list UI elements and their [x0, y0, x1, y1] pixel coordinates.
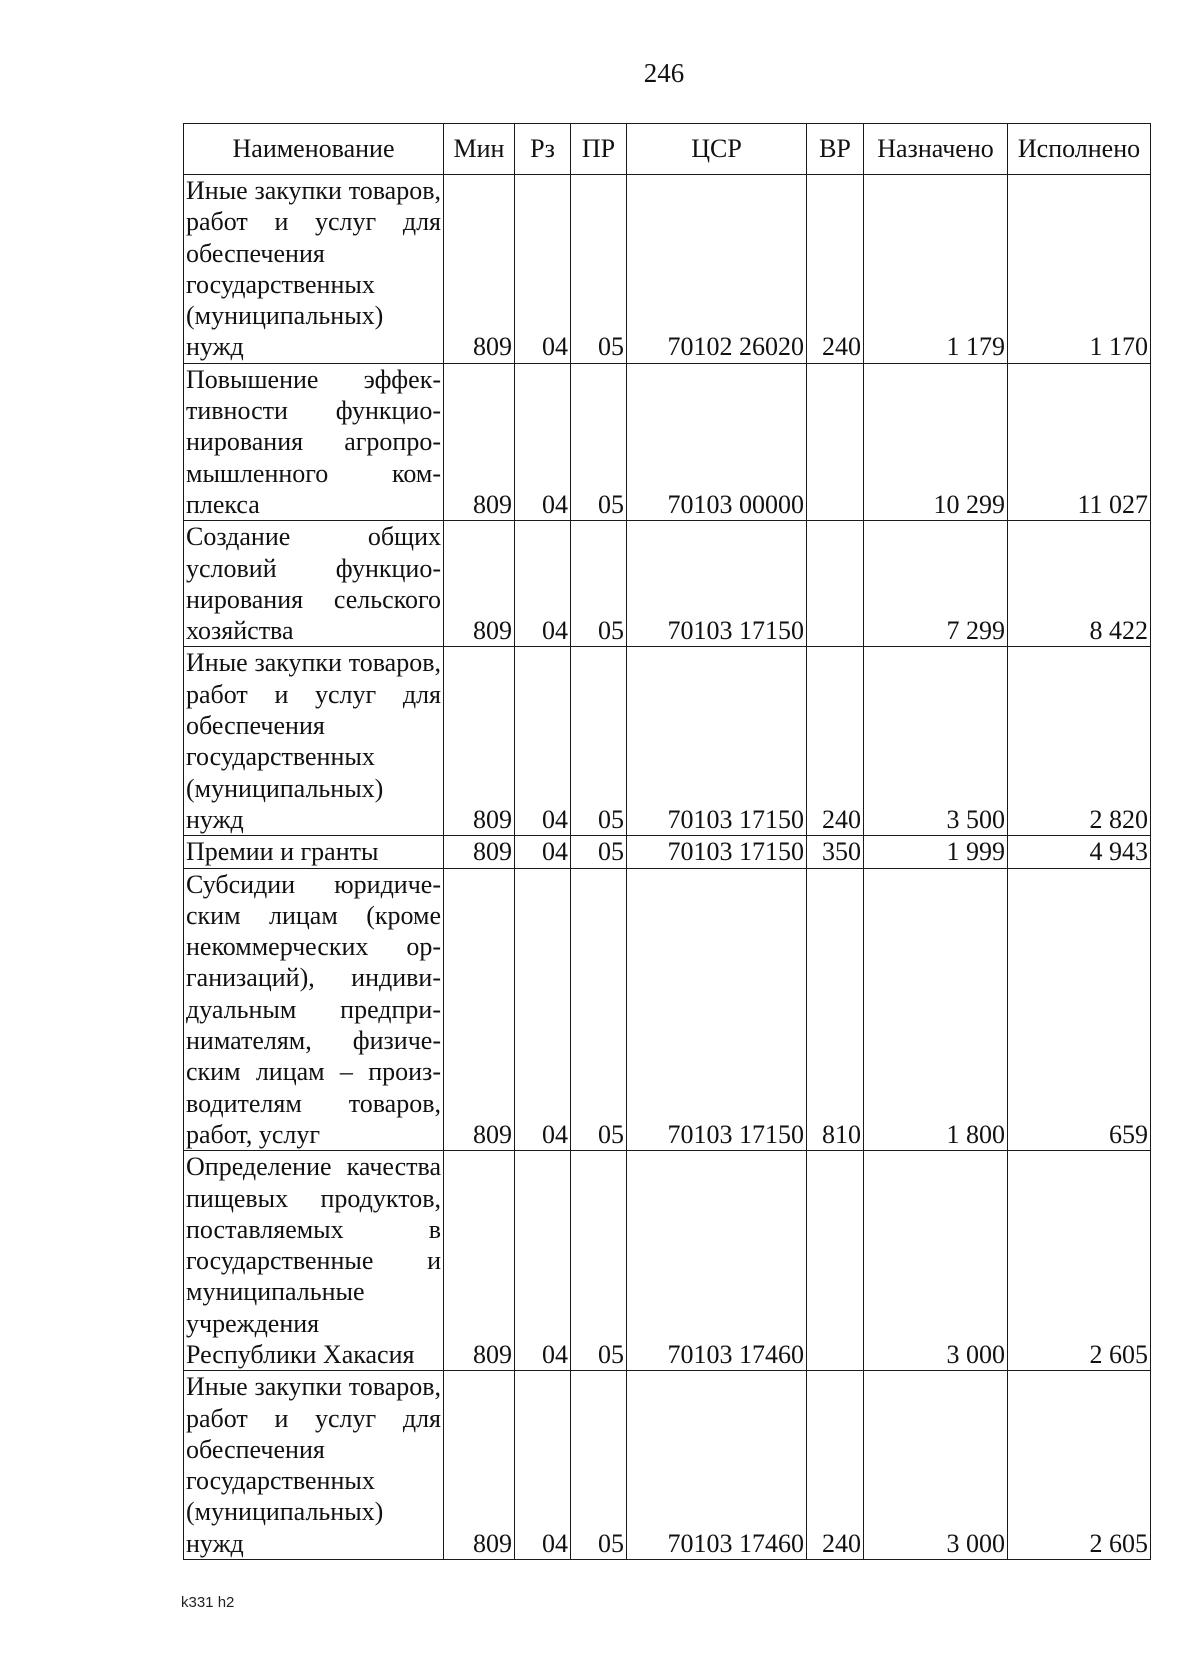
cell-vr: 810	[807, 868, 864, 1151]
cell-executed: 4 943	[1008, 836, 1151, 868]
header-rz: Рз	[515, 124, 571, 175]
cell-assigned: 1 800	[864, 868, 1008, 1151]
cell-csr: 70103 00000	[627, 363, 807, 520]
cell-vr: 240	[807, 175, 864, 364]
page-number: 246	[643, 58, 685, 88]
cell-vr	[807, 363, 864, 520]
cell-name: Субсидии юридическим лицам (кроме некоммерческих организаций), индивидуальным предпринимателям, физическим лицам – производителям товаров, работ, услуг	[184, 868, 444, 1151]
cell-executed: 1 170	[1008, 175, 1151, 364]
cell-pr: 05	[571, 836, 627, 868]
cell-vr	[807, 521, 864, 647]
cell-rz: 04	[515, 836, 571, 868]
cell-vr: 240	[807, 1371, 864, 1560]
cell-csr: 70102 26020	[627, 175, 807, 364]
cell-pr: 05	[571, 1371, 627, 1560]
cell-vr: 350	[807, 836, 864, 868]
document-code: k331 h2	[181, 1594, 235, 1611]
cell-min: 809	[444, 836, 515, 868]
cell-rz: 04	[515, 647, 571, 836]
cell-rz: 04	[515, 868, 571, 1151]
cell-csr: 70103 17150	[627, 647, 807, 836]
cell-pr: 05	[571, 363, 627, 520]
cell-csr: 70103 17150	[627, 521, 807, 647]
cell-assigned: 1 179	[864, 175, 1008, 364]
cell-min: 809	[444, 868, 515, 1151]
table-header-row	[184, 124, 1151, 175]
cell-name: Повышение эффективности функционирования агропромышленного комплекса	[184, 363, 444, 520]
cell-name: Определение качества пищевых продуктов, поставляемых в государственные и муниципальные учреждения Республики Хакасия	[184, 1151, 444, 1371]
cell-pr: 05	[571, 647, 627, 836]
cell-assigned: 1 999	[864, 836, 1008, 868]
cell-name: Иные закупки товаров, работ и услуг для обеспечения государственных (муниципальных) нужд	[184, 175, 444, 364]
cell-pr: 05	[571, 1151, 627, 1371]
cell-assigned: 3 500	[864, 647, 1008, 836]
cell-name: Иные закупки товаров, работ и услуг для обеспечения государственных (муниципальных) нужд	[184, 647, 444, 836]
header-min: Мин	[444, 124, 515, 175]
cell-assigned: 7 299	[864, 521, 1008, 647]
cell-min: 809	[444, 175, 515, 364]
cell-name: Иные закупки товаров, работ и услуг для обеспечения государственных (муниципальных) нужд	[184, 1371, 444, 1560]
cell-rz: 04	[515, 521, 571, 647]
cell-pr: 05	[571, 175, 627, 364]
cell-min: 809	[444, 363, 515, 520]
cell-executed: 2 605	[1008, 1371, 1151, 1560]
cell-min: 809	[444, 647, 515, 836]
cell-assigned: 3 000	[864, 1151, 1008, 1371]
cell-name: Премии и гранты	[184, 836, 444, 868]
header-assigned: Назначено	[864, 124, 1008, 175]
cell-pr: 05	[571, 521, 627, 647]
cell-assigned: 10 299	[864, 363, 1008, 520]
budget-table	[183, 123, 1151, 1560]
table-row	[184, 868, 1151, 1151]
table-row	[184, 647, 1151, 836]
header-csr: ЦСР	[627, 124, 807, 175]
header-vr: ВР	[807, 124, 864, 175]
cell-executed: 2 605	[1008, 1151, 1151, 1371]
header-executed: Исполнено	[1008, 124, 1151, 175]
cell-csr: 70103 17150	[627, 836, 807, 868]
cell-min: 809	[444, 1151, 515, 1371]
cell-rz: 04	[515, 175, 571, 364]
cell-executed: 8 422	[1008, 521, 1151, 647]
cell-vr	[807, 1151, 864, 1371]
table-row	[184, 1151, 1151, 1371]
table-row	[184, 1371, 1151, 1560]
cell-executed: 659	[1008, 868, 1151, 1151]
cell-rz: 04	[515, 1151, 571, 1371]
cell-pr: 05	[571, 868, 627, 1151]
header-name: Наименование	[184, 124, 444, 175]
table-row	[184, 521, 1151, 647]
cell-csr: 70103 17460	[627, 1371, 807, 1560]
cell-min: 809	[444, 1371, 515, 1560]
header-pr: ПР	[571, 124, 627, 175]
cell-vr: 240	[807, 647, 864, 836]
cell-rz: 04	[515, 363, 571, 520]
cell-assigned: 3 000	[864, 1371, 1008, 1560]
cell-name: Создание общих условий функционирования сельского хозяйства	[184, 521, 444, 647]
cell-executed: 2 820	[1008, 647, 1151, 836]
cell-csr: 70103 17150	[627, 868, 807, 1151]
cell-executed: 11 027	[1008, 363, 1151, 520]
table-row	[184, 175, 1151, 364]
cell-csr: 70103 17460	[627, 1151, 807, 1371]
cell-min: 809	[444, 521, 515, 647]
cell-rz: 04	[515, 1371, 571, 1560]
table-row	[184, 836, 1151, 868]
table-row	[184, 363, 1151, 520]
